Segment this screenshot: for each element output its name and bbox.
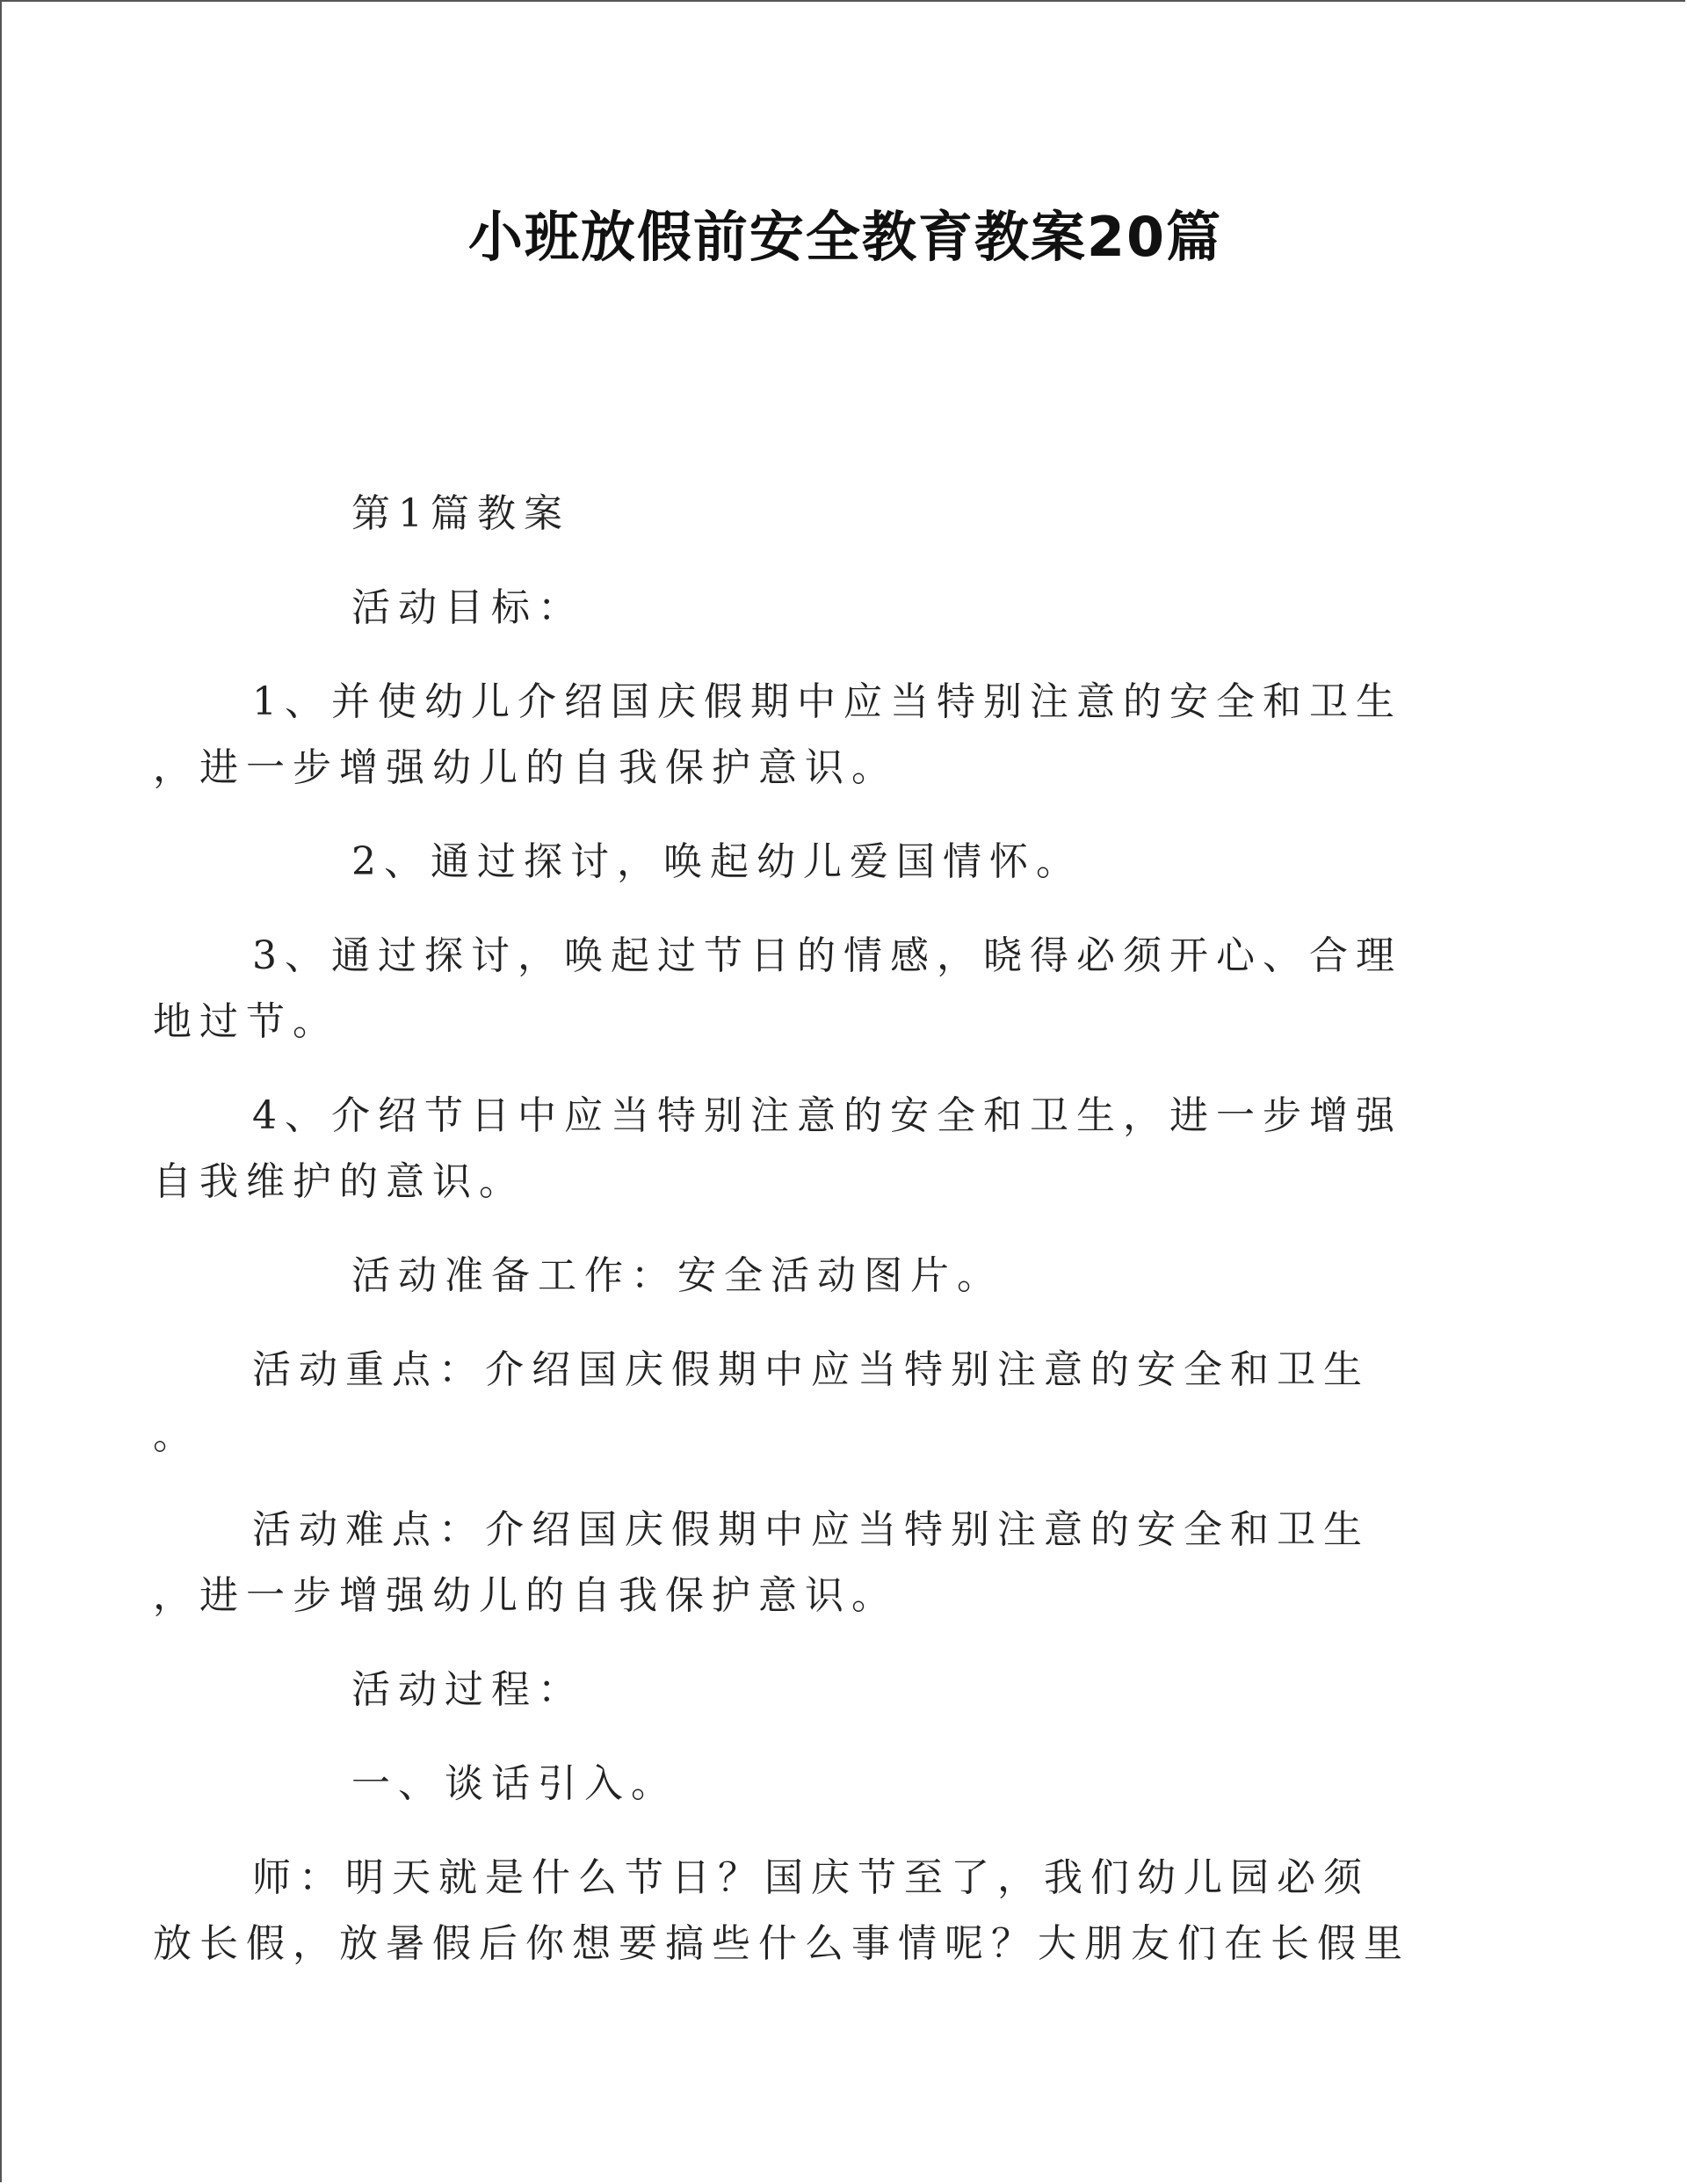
- paragraph-difficulty: 活动难点：介绍国庆假期中应当特别注意的安全和卫生 ，进一步增强幼儿的自我保护意识。: [153, 1507, 1370, 1618]
- paragraph-goal-1: 1、并使幼儿介绍国庆假期中应当特别注意的安全和卫生 ，进一步增强幼儿的自我保护意识。: [153, 679, 1402, 790]
- paragraph-goal-4: 4、介绍节日中应当特别注意的安全和卫生，进一步增强 自我维护的意识。: [153, 1093, 1402, 1204]
- paragraph-focus: 活动重点：介绍国庆假期中应当特别注意的安全和卫生 。: [153, 1347, 1370, 1458]
- paragraph-process-label: 活动过程：: [351, 1667, 584, 1712]
- paragraph-teacher: 师：明天就是什么节日？国庆节至了，我们幼儿园必须 放长假，放暑假后你想要搞些什么事情呢？大朋友们在长假里: [153, 1855, 1410, 1966]
- paragraph-goal-3: 3、通过探讨，唤起过节日的情感，晓得必须开心、合理 地过节。: [153, 933, 1402, 1044]
- paragraph-preparation: 活动准备工作：安全活动图片。: [351, 1253, 1003, 1298]
- paragraph-goal-2: 2、通过探讨，唤起幼儿爱国情怀。: [351, 839, 1082, 884]
- paragraph-heading: 第1篇教案: [351, 491, 570, 536]
- document-title: 小班放假前安全教育教案20篇: [467, 205, 1223, 269]
- paragraph-goals-label: 活动目标：: [351, 585, 584, 630]
- document-body: [153, 481, 1438, 1977]
- paragraph-step-1: 一、谈话引入。: [351, 1761, 677, 1806]
